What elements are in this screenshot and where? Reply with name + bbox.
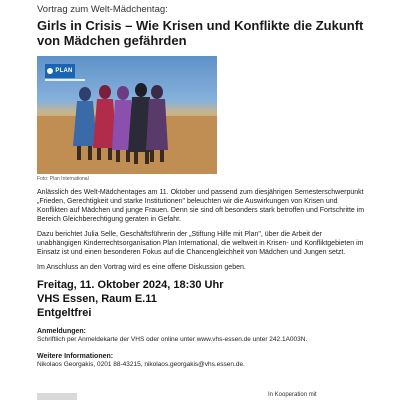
flyer (37, 4, 367, 369)
photo-caption: Foto: Plan International (37, 176, 89, 182)
event-date: Freitag, 11. Oktober 2024, 18:30 Uhr (37, 279, 224, 291)
event-fee: Entgeltfrei (37, 307, 92, 319)
plan-logo-icon (47, 68, 53, 74)
info-text: Nikolaos Georgakis, 0201 88-43215, nikolaos.georgakis@vhs.essen.de. (37, 360, 245, 368)
event-details (37, 278, 367, 320)
vhs-logo (37, 393, 77, 400)
plan-logo-text: PLAN (55, 68, 73, 74)
plan-logo-tagline (45, 79, 85, 81)
hero-photo (37, 56, 217, 174)
registration-text: Schriftlich per Anmeldekarte der VHS oder online unter www.vhs-essen.de unter 242.1A003N. (37, 336, 308, 343)
info-label: Weitere Informationen: (37, 352, 114, 360)
discussion-paragraph: Im Anschluss an den Vortrag wird es eine offene Diskussion geben. (37, 264, 246, 271)
cooperation-label: In Kooperation mit (268, 392, 317, 398)
page-title: Girls in Crisis – Wie Krisen und Konflikte die Zukunft von Mädchen gefährden (37, 18, 364, 48)
event-location: VHS Essen, Raum E.11 (37, 293, 157, 305)
registration-label: Anmeldungen: (37, 328, 86, 335)
speaker-paragraph: Dazu berichtet Julia Selle, Geschäftsführerin der „Stiftung Hilfe mit Plan", über die Arbeit der unabhängigen Kinderrechtsorganisation Plan International, die weltweit in Krisen- und Konfliktgebieten im Einsatz ist und einen besonderen Fokus auf die Chancengleichheit von Mädchen und Jungen setzt. (37, 231, 364, 256)
intro-paragraph: Anlässlich des Welt-Mädchentages am 11. Oktober und passend zum diesjährigen Semesterschwerpunkt „Frieden, Gerechtigkeit und starke Institutionen" beleuchten wir die Auswirkungen von Krisen und Konflikten auf Mädchen und junge Frauen. Denn sie sind oft besonders stark betroffen und Fortschritte im Bereich Gleichberechtigung geraten in Gefahr. (37, 189, 365, 223)
plan-logo (45, 64, 75, 78)
event-kicker: Vortrag zum Welt-Mädchentag: (37, 4, 168, 15)
